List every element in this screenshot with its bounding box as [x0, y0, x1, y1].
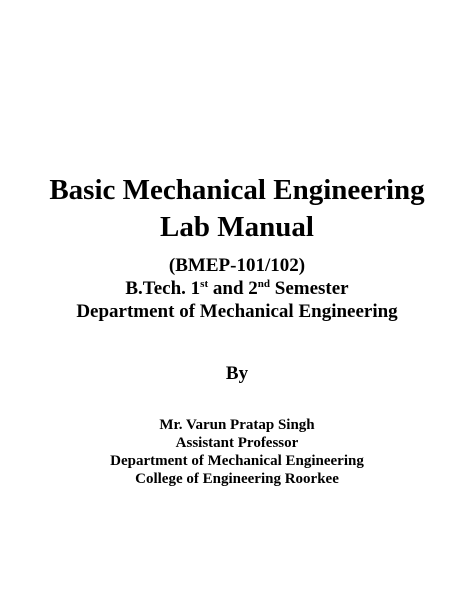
semester-ordinal-1: st: [200, 278, 209, 290]
author-designation: Assistant Professor: [175, 435, 299, 451]
semester-middle: and 2: [208, 278, 258, 299]
department-line: Department of Mechanical Engineering: [76, 301, 398, 322]
course-code: (BMEP-101/102): [168, 255, 306, 276]
semester-prefix: B.Tech. 1: [125, 278, 201, 299]
author-college: College of Engineering Roorkee: [135, 471, 339, 487]
title-line-1: Basic Mechanical Engineering: [49, 174, 425, 206]
title-line-2: Lab Manual: [160, 211, 314, 243]
author-name: Mr. Varun Pratap Singh: [159, 417, 315, 433]
semester-line: [0, 279, 474, 298]
author-department: Department of Mechanical Engineering: [110, 453, 364, 469]
by-label: By: [225, 363, 249, 384]
semester-ordinal-2: nd: [257, 278, 271, 290]
semester-suffix: Semester: [270, 278, 349, 299]
